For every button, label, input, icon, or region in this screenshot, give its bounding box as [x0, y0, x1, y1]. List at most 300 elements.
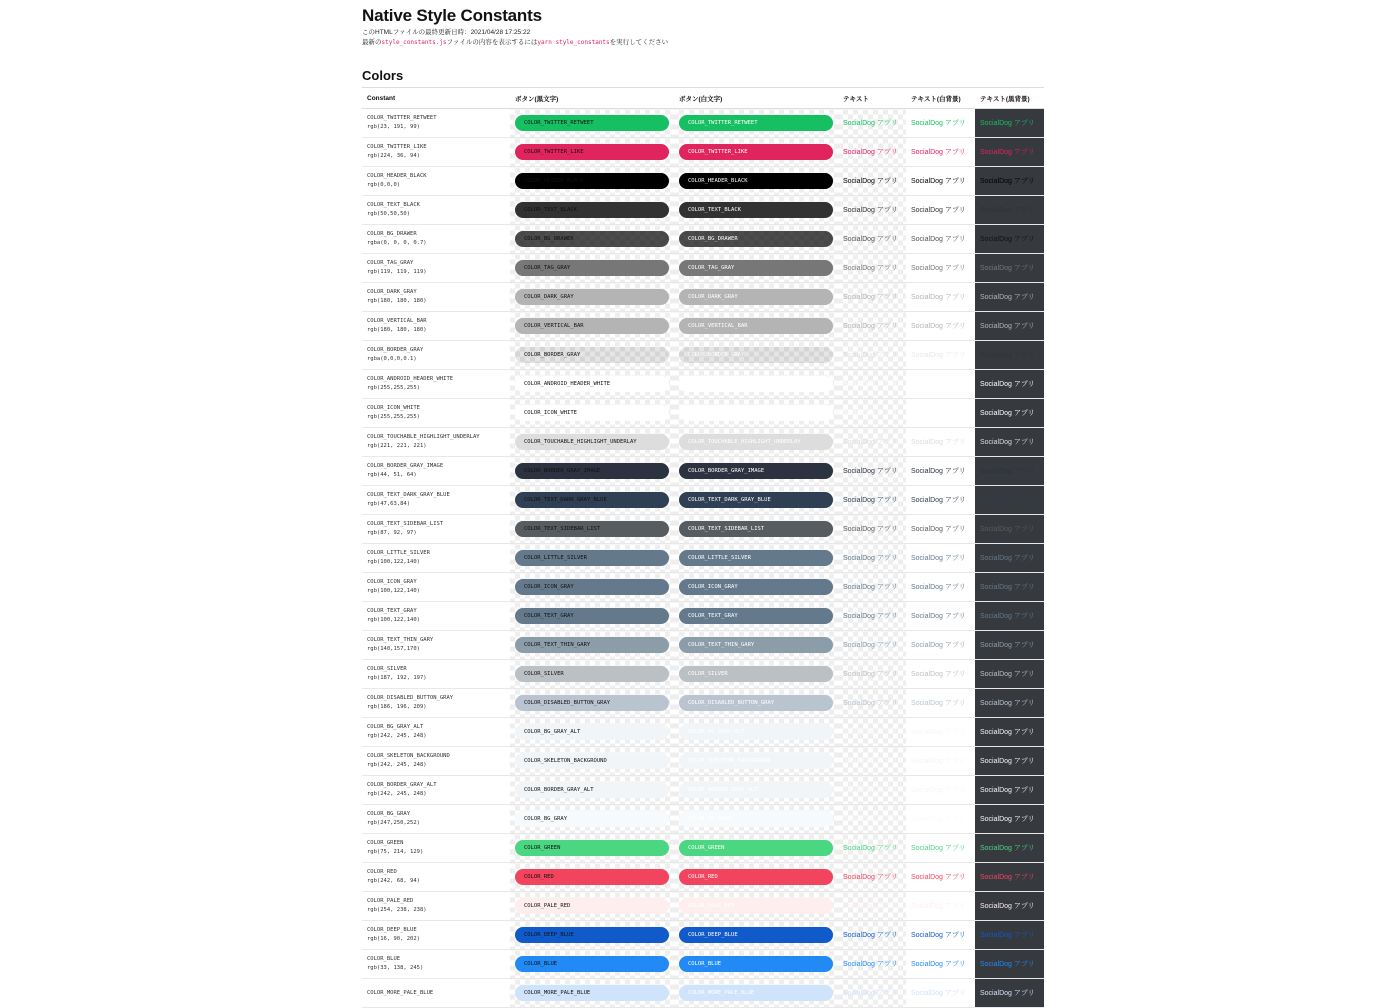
constant-name: COLOR_TWITTER_LIKE	[367, 144, 427, 150]
text-cell	[838, 544, 906, 573]
button-white-text-cell	[674, 370, 838, 399]
text-black-bg-cell	[975, 718, 1044, 747]
text-white-bg-sample: SocialDog アプリ	[911, 990, 966, 997]
table-row	[362, 892, 1044, 921]
text-sample: SocialDog アプリ	[843, 845, 898, 852]
text-sample: SocialDog アプリ	[843, 410, 898, 417]
button-black-text-cell	[510, 312, 674, 341]
table-row	[362, 196, 1044, 225]
button-black-text-swatch: COLOR_DISABLED_BUTTON_GRAY	[515, 695, 669, 711]
header-text-white-bg: テキスト(白背景)	[906, 88, 975, 109]
button-black-text-swatch: COLOR_PALE_RED	[515, 898, 669, 914]
constant-value: rgb(242, 245, 248)	[367, 791, 427, 797]
constant-name: COLOR_BG_GRAY_ALT	[367, 724, 424, 730]
text-white-bg-cell	[906, 573, 975, 602]
table-row	[362, 921, 1044, 950]
table-row	[362, 660, 1044, 689]
button-black-text-swatch: COLOR_BORDER_GRAY_IMAGE	[515, 463, 669, 479]
constant-name: COLOR_TAG_GRAY	[367, 260, 414, 266]
text-black-bg-sample: SocialDog アプリ	[980, 120, 1035, 127]
button-white-text-swatch: COLOR_DISABLED_BUTTON_GRAY	[679, 695, 833, 711]
text-white-bg-sample: SocialDog アプリ	[911, 874, 966, 881]
constant-cell	[362, 457, 510, 486]
constant-name: COLOR_GREEN	[367, 840, 404, 846]
button-white-text-cell	[674, 892, 838, 921]
text-sample: SocialDog アプリ	[843, 932, 898, 939]
text-black-bg-cell	[975, 834, 1044, 863]
table-row	[362, 950, 1044, 979]
button-black-text-swatch: COLOR_TEXT_THIN_GARY	[515, 637, 669, 653]
table-body	[362, 109, 1044, 1008]
text-cell	[838, 805, 906, 834]
text-black-bg-cell	[975, 602, 1044, 631]
text-white-bg-cell	[906, 660, 975, 689]
button-black-text-swatch: COLOR_ANDROID_HEADER_WHITE	[515, 376, 669, 392]
button-black-text-cell	[510, 225, 674, 254]
constant-value: rgba(0,0,0,0.1)	[367, 356, 417, 362]
constant-name: COLOR_TEXT_GRAY	[367, 608, 417, 614]
text-sample: SocialDog アプリ	[843, 874, 898, 881]
constant-cell	[362, 109, 510, 138]
constant-cell	[362, 660, 510, 689]
text-white-bg-cell	[906, 921, 975, 950]
text-white-bg-cell	[906, 283, 975, 312]
constant-cell	[362, 747, 510, 776]
text-sample: SocialDog アプリ	[843, 729, 898, 736]
button-white-text-cell	[674, 631, 838, 660]
constant-cell	[362, 834, 510, 863]
button-white-text-cell	[674, 950, 838, 979]
button-white-text-cell	[674, 515, 838, 544]
text-black-bg-cell	[975, 225, 1044, 254]
text-cell	[838, 747, 906, 776]
table-header-row	[362, 88, 1044, 109]
constant-name: COLOR_TWITTER_RETWEET	[367, 115, 437, 121]
text-white-bg-sample: SocialDog アプリ	[911, 816, 966, 823]
constant-value: rgb(0,0,0)	[367, 182, 401, 188]
text-white-bg-sample: SocialDog アプリ	[911, 555, 966, 562]
button-black-text-cell	[510, 776, 674, 805]
button-white-text-cell	[674, 834, 838, 863]
constant-value: rgb(180, 180, 180)	[367, 327, 427, 333]
text-black-bg-sample: SocialDog アプリ	[980, 932, 1035, 939]
text-white-bg-cell	[906, 892, 975, 921]
text-black-bg-cell	[975, 689, 1044, 718]
constant-cell	[362, 486, 510, 515]
text-cell	[838, 631, 906, 660]
button-black-text-cell	[510, 892, 674, 921]
button-white-text-cell	[674, 602, 838, 631]
page-title: Native Style Constants	[362, 6, 542, 25]
last-updated-text: このHTMLファイルの最終更新日時：2021/04/28 17:25:22	[362, 29, 531, 36]
text-white-bg-sample: SocialDog アプリ	[911, 671, 966, 678]
text-white-bg-sample: SocialDog アプリ	[911, 294, 966, 301]
text-cell	[838, 428, 906, 457]
text-cell	[838, 834, 906, 863]
text-white-bg-sample: SocialDog アプリ	[911, 497, 966, 504]
button-black-text-swatch: COLOR_BORDER_GRAY_ALT	[515, 782, 669, 798]
button-black-text-cell	[510, 921, 674, 950]
button-black-text-swatch: COLOR_ICON_WHITE	[515, 405, 669, 421]
button-white-text-swatch: COLOR_BLUE	[679, 956, 833, 972]
colors-table	[362, 87, 1044, 1008]
text-black-bg-cell	[975, 660, 1044, 689]
button-black-text-swatch: COLOR_TWITTER_RETWEET	[515, 115, 669, 131]
text-black-bg-sample: SocialDog アプリ	[980, 613, 1035, 620]
constant-value: rgb(140,157,170)	[367, 646, 420, 652]
constant-cell	[362, 283, 510, 312]
button-black-text-cell	[510, 660, 674, 689]
constant-cell	[362, 544, 510, 573]
text-sample: SocialDog アプリ	[843, 207, 898, 214]
constant-cell	[362, 718, 510, 747]
text-cell	[838, 689, 906, 718]
text-black-bg-sample: SocialDog アプリ	[980, 410, 1035, 417]
text-cell	[838, 109, 906, 138]
text-sample: SocialDog アプリ	[843, 584, 898, 591]
table-row	[362, 979, 1044, 1008]
text-black-bg-cell	[975, 747, 1044, 776]
text-white-bg-cell	[906, 109, 975, 138]
button-white-text-swatch: COLOR_TOUCHABLE_HIGHLIGHT_UNDERLAY	[679, 434, 833, 450]
table-row	[362, 167, 1044, 196]
constant-name: COLOR_BG_GRAY	[367, 811, 411, 817]
text-black-bg-sample: SocialDog アプリ	[980, 294, 1035, 301]
constant-cell	[362, 370, 510, 399]
text-sample: SocialDog アプリ	[843, 149, 898, 156]
text-cell	[838, 718, 906, 747]
text-black-bg-sample: SocialDog アプリ	[980, 526, 1035, 533]
text-black-bg-sample: SocialDog アプリ	[980, 903, 1035, 910]
text-black-bg-cell	[975, 544, 1044, 573]
text-cell	[838, 370, 906, 399]
button-black-text-swatch: COLOR_TAG_GRAY	[515, 260, 669, 276]
text-cell	[838, 138, 906, 167]
button-white-text-swatch: COLOR_ICON_GRAY	[679, 579, 833, 595]
table-row	[362, 283, 1044, 312]
constant-cell	[362, 428, 510, 457]
button-white-text-swatch: COLOR_BG_DRAWER	[679, 231, 833, 247]
constant-name: COLOR_SILVER	[367, 666, 407, 672]
constant-name: COLOR_TEXT_THIN_GARY	[367, 637, 434, 643]
button-white-text-cell	[674, 312, 838, 341]
text-white-bg-sample: SocialDog アプリ	[911, 410, 966, 417]
text-black-bg-cell	[975, 457, 1044, 486]
button-black-text-swatch: COLOR_VERTICAL_BAR	[515, 318, 669, 334]
constant-cell	[362, 892, 510, 921]
constant-cell	[362, 196, 510, 225]
button-white-text-cell	[674, 573, 838, 602]
text-cell	[838, 341, 906, 370]
text-cell	[838, 312, 906, 341]
constant-cell	[362, 138, 510, 167]
constant-value: rgb(100,122,140)	[367, 617, 420, 623]
button-white-text-cell	[674, 747, 838, 776]
text-white-bg-sample: SocialDog アプリ	[911, 265, 966, 272]
button-black-text-swatch: COLOR_GREEN	[515, 840, 669, 856]
button-black-text-cell	[510, 457, 674, 486]
constant-value: rgb(221, 221, 221)	[367, 443, 427, 449]
text-sample: SocialDog アプリ	[843, 236, 898, 243]
text-sample: SocialDog アプリ	[843, 555, 898, 562]
button-white-text-cell	[674, 921, 838, 950]
button-black-text-swatch: COLOR_DEEP_BLUE	[515, 927, 669, 943]
constant-value: rgb(242, 245, 248)	[367, 762, 427, 768]
button-white-text-swatch: COLOR_BORDER_GRAY_IMAGE	[679, 463, 833, 479]
constant-value: rgb(75, 214, 129)	[367, 849, 424, 855]
constant-cell	[362, 573, 510, 602]
constant-name: COLOR_DARK_GRAY	[367, 289, 417, 295]
text-sample: SocialDog アプリ	[843, 120, 898, 127]
text-cell	[838, 167, 906, 196]
button-black-text-swatch: COLOR_RED	[515, 869, 669, 885]
table-row	[362, 457, 1044, 486]
text-white-bg-cell	[906, 225, 975, 254]
text-cell	[838, 776, 906, 805]
constant-cell	[362, 689, 510, 718]
text-black-bg-cell	[975, 254, 1044, 283]
text-black-bg-sample: SocialDog アプリ	[980, 352, 1035, 359]
text-cell	[838, 486, 906, 515]
text-black-bg-cell	[975, 892, 1044, 921]
constant-value: rgb(224, 36, 94)	[367, 153, 420, 159]
table-row	[362, 138, 1044, 167]
button-white-text-swatch: COLOR_LITTLE_SILVER	[679, 550, 833, 566]
button-white-text-swatch: COLOR_TWITTER_RETWEET	[679, 115, 833, 131]
button-white-text-cell	[674, 718, 838, 747]
button-white-text-cell	[674, 138, 838, 167]
button-black-text-cell	[510, 950, 674, 979]
button-white-text-cell	[674, 979, 838, 1008]
text-white-bg-cell	[906, 254, 975, 283]
text-white-bg-sample: SocialDog アプリ	[911, 642, 966, 649]
text-cell	[838, 660, 906, 689]
text-white-bg-sample: SocialDog アプリ	[911, 207, 966, 214]
button-black-text-swatch: COLOR_TWITTER_LIKE	[515, 144, 669, 160]
button-white-text-swatch: COLOR_SILVER	[679, 666, 833, 682]
constant-name: COLOR_RED	[367, 869, 397, 875]
text-cell	[838, 573, 906, 602]
text-cell	[838, 950, 906, 979]
button-black-text-cell	[510, 805, 674, 834]
button-black-text-cell	[510, 254, 674, 283]
text-black-bg-sample: SocialDog アプリ	[980, 323, 1035, 330]
constant-name: COLOR_SKELETON_BACKGROUND	[367, 753, 450, 759]
text-black-bg-cell	[975, 283, 1044, 312]
button-white-text-cell	[674, 283, 838, 312]
text-black-bg-cell	[975, 428, 1044, 457]
text-cell	[838, 979, 906, 1008]
text-sample: SocialDog アプリ	[843, 700, 898, 707]
constant-name: COLOR_DEEP_BLUE	[367, 927, 417, 933]
button-black-text-cell	[510, 283, 674, 312]
constant-cell	[362, 167, 510, 196]
text-sample: SocialDog アプリ	[843, 352, 898, 359]
text-sample: SocialDog アプリ	[843, 671, 898, 678]
button-black-text-swatch: COLOR_TEXT_BLACK	[515, 202, 669, 218]
text-sample: SocialDog アプリ	[843, 903, 898, 910]
instruction-text	[362, 38, 1044, 48]
text-white-bg-sample: SocialDog アプリ	[911, 120, 966, 127]
text-white-bg-cell	[906, 399, 975, 428]
button-white-text-swatch: COLOR_HEADER_BLACK	[679, 173, 833, 189]
text-black-bg-cell	[975, 341, 1044, 370]
button-white-text-swatch: COLOR_SKELETON_BACKGROUND	[679, 753, 833, 769]
text-white-bg-cell	[906, 805, 975, 834]
constant-name: COLOR_ICON_WHITE	[367, 405, 420, 411]
button-black-text-swatch: COLOR_MORE_PALE_BLUE	[515, 985, 669, 1001]
text-white-bg-cell	[906, 834, 975, 863]
constant-name: COLOR_ICON_GRAY	[367, 579, 417, 585]
button-white-text-swatch: COLOR_BORDER_GRAY	[679, 347, 833, 363]
constant-cell	[362, 254, 510, 283]
text-white-bg-sample: SocialDog アプリ	[911, 323, 966, 330]
text-sample: SocialDog アプリ	[843, 613, 898, 620]
text-black-bg-sample: SocialDog アプリ	[980, 265, 1035, 272]
button-white-text-swatch: COLOR_TWITTER_LIKE	[679, 144, 833, 160]
button-black-text-cell	[510, 602, 674, 631]
text-black-bg-sample: SocialDog アプリ	[980, 584, 1035, 591]
text-black-bg-cell	[975, 138, 1044, 167]
button-black-text-swatch: COLOR_TEXT_DARK_GRAY_BLUE	[515, 492, 669, 508]
constant-name: COLOR_PALE_RED	[367, 898, 414, 904]
table-row	[362, 805, 1044, 834]
text-black-bg-sample: SocialDog アプリ	[980, 671, 1035, 678]
text-white-bg-cell	[906, 950, 975, 979]
button-white-text-swatch: COLOR_TEXT_THIN_GARY	[679, 637, 833, 653]
button-black-text-swatch: COLOR_BG_GRAY	[515, 811, 669, 827]
button-black-text-swatch: COLOR_SKELETON_BACKGROUND	[515, 753, 669, 769]
constant-value: rgb(23, 191, 99)	[367, 124, 420, 130]
text-cell	[838, 863, 906, 892]
button-black-text-swatch: COLOR_BORDER_GRAY	[515, 347, 669, 363]
table-row	[362, 515, 1044, 544]
button-white-text-swatch: COLOR_TEXT_SIDEBAR_LIST	[679, 521, 833, 537]
text-black-bg-cell	[975, 805, 1044, 834]
text-sample: SocialDog アプリ	[843, 961, 898, 968]
constant-name: COLOR_BG_DRAWER	[367, 231, 417, 237]
table-row	[362, 834, 1044, 863]
text-black-bg-sample: SocialDog アプリ	[980, 468, 1035, 475]
constant-name: COLOR_TEXT_BLACK	[367, 202, 420, 208]
text-black-bg-cell	[975, 486, 1044, 515]
text-cell	[838, 196, 906, 225]
text-black-bg-cell	[975, 312, 1044, 341]
text-black-bg-sample: SocialDog アプリ	[980, 874, 1035, 881]
text-black-bg-sample: SocialDog アプリ	[980, 961, 1035, 968]
button-white-text-swatch: COLOR_TEXT_BLACK	[679, 202, 833, 218]
text-white-bg-cell	[906, 167, 975, 196]
constant-name: COLOR_TOUCHABLE_HIGHLIGHT_UNDERLAY	[367, 434, 480, 440]
text-sample: SocialDog アプリ	[843, 178, 898, 185]
text-white-bg-sample: SocialDog アプリ	[911, 149, 966, 156]
text-black-bg-cell	[975, 196, 1044, 225]
constant-value: rgb(50,50,50)	[367, 211, 411, 217]
header-text-black-bg: テキスト(黒背景)	[975, 88, 1044, 109]
button-black-text-cell	[510, 979, 674, 1008]
command-code: yarn style_constants	[537, 39, 610, 46]
text-white-bg-cell	[906, 544, 975, 573]
text-white-bg-sample: SocialDog アプリ	[911, 700, 966, 707]
text-cell	[838, 225, 906, 254]
text-white-bg-sample: SocialDog アプリ	[911, 468, 966, 475]
text-black-bg-cell	[975, 109, 1044, 138]
constant-cell	[362, 399, 510, 428]
button-black-text-cell	[510, 573, 674, 602]
constant-cell	[362, 341, 510, 370]
constant-cell	[362, 631, 510, 660]
button-white-text-cell	[674, 544, 838, 573]
text-white-bg-sample: SocialDog アプリ	[911, 613, 966, 620]
instruction-prefix: 最新の	[362, 39, 382, 46]
button-white-text-swatch: COLOR_GREEN	[679, 840, 833, 856]
text-black-bg-sample: SocialDog アプリ	[980, 381, 1035, 388]
button-white-text-cell	[674, 109, 838, 138]
table-row	[362, 312, 1044, 341]
constant-value: rgb(187, 192, 197)	[367, 675, 427, 681]
text-white-bg-sample: SocialDog アプリ	[911, 729, 966, 736]
filename-code: style_constants.js	[381, 39, 447, 46]
button-black-text-cell	[510, 515, 674, 544]
button-black-text-cell	[510, 196, 674, 225]
button-white-text-cell	[674, 341, 838, 370]
text-white-bg-cell	[906, 747, 975, 776]
text-white-bg-cell	[906, 631, 975, 660]
button-white-text-swatch: COLOR_TEXT_GRAY	[679, 608, 833, 624]
constant-name: COLOR_DISABLED_BUTTON_GRAY	[367, 695, 454, 701]
button-white-text-cell	[674, 167, 838, 196]
button-black-text-swatch: COLOR_TEXT_SIDEBAR_LIST	[515, 521, 669, 537]
text-black-bg-cell	[975, 573, 1044, 602]
text-white-bg-cell	[906, 689, 975, 718]
constant-value: rgb(33, 138, 245)	[367, 965, 424, 971]
text-black-bg-sample: SocialDog アプリ	[980, 700, 1035, 707]
constant-value: rgb(100,122,140)	[367, 588, 420, 594]
text-white-bg-sample: SocialDog アプリ	[911, 381, 966, 388]
text-white-bg-cell	[906, 370, 975, 399]
constant-value: rgb(242, 245, 248)	[367, 733, 427, 739]
button-black-text-swatch: COLOR_TEXT_GRAY	[515, 608, 669, 624]
text-sample: SocialDog アプリ	[843, 990, 898, 997]
text-black-bg-sample: SocialDog アプリ	[980, 555, 1035, 562]
button-black-text-swatch: COLOR_BG_GRAY_ALT	[515, 724, 669, 740]
text-white-bg-sample: SocialDog アプリ	[911, 961, 966, 968]
text-black-bg-cell	[975, 863, 1044, 892]
text-black-bg-sample: SocialDog アプリ	[980, 758, 1035, 765]
text-black-bg-sample: SocialDog アプリ	[980, 178, 1035, 185]
constant-value: rgb(186, 196, 209)	[367, 704, 427, 710]
button-black-text-cell	[510, 167, 674, 196]
button-white-text-swatch: COLOR_PALE_RED	[679, 898, 833, 914]
text-black-bg-sample: SocialDog アプリ	[980, 497, 1035, 504]
constant-name: COLOR_TEXT_DARK_GRAY_BLUE	[367, 492, 450, 498]
constant-name: COLOR_LITTLE_SILVER	[367, 550, 430, 556]
button-white-text-cell	[674, 457, 838, 486]
constant-name: COLOR_BORDER_GRAY_IMAGE	[367, 463, 444, 469]
text-white-bg-cell	[906, 486, 975, 515]
table-row	[362, 225, 1044, 254]
header-text: テキスト	[838, 88, 906, 109]
button-white-text-cell	[674, 196, 838, 225]
button-white-text-swatch: COLOR_DARK_GRAY	[679, 289, 833, 305]
text-sample: SocialDog アプリ	[843, 758, 898, 765]
text-white-bg-sample: SocialDog アプリ	[911, 787, 966, 794]
button-black-text-swatch: COLOR_DARK_GRAY	[515, 289, 669, 305]
text-white-bg-sample: SocialDog アプリ	[911, 439, 966, 446]
constant-value: rgb(180, 180, 180)	[367, 298, 427, 304]
table-row	[362, 544, 1044, 573]
text-sample: SocialDog アプリ	[843, 642, 898, 649]
